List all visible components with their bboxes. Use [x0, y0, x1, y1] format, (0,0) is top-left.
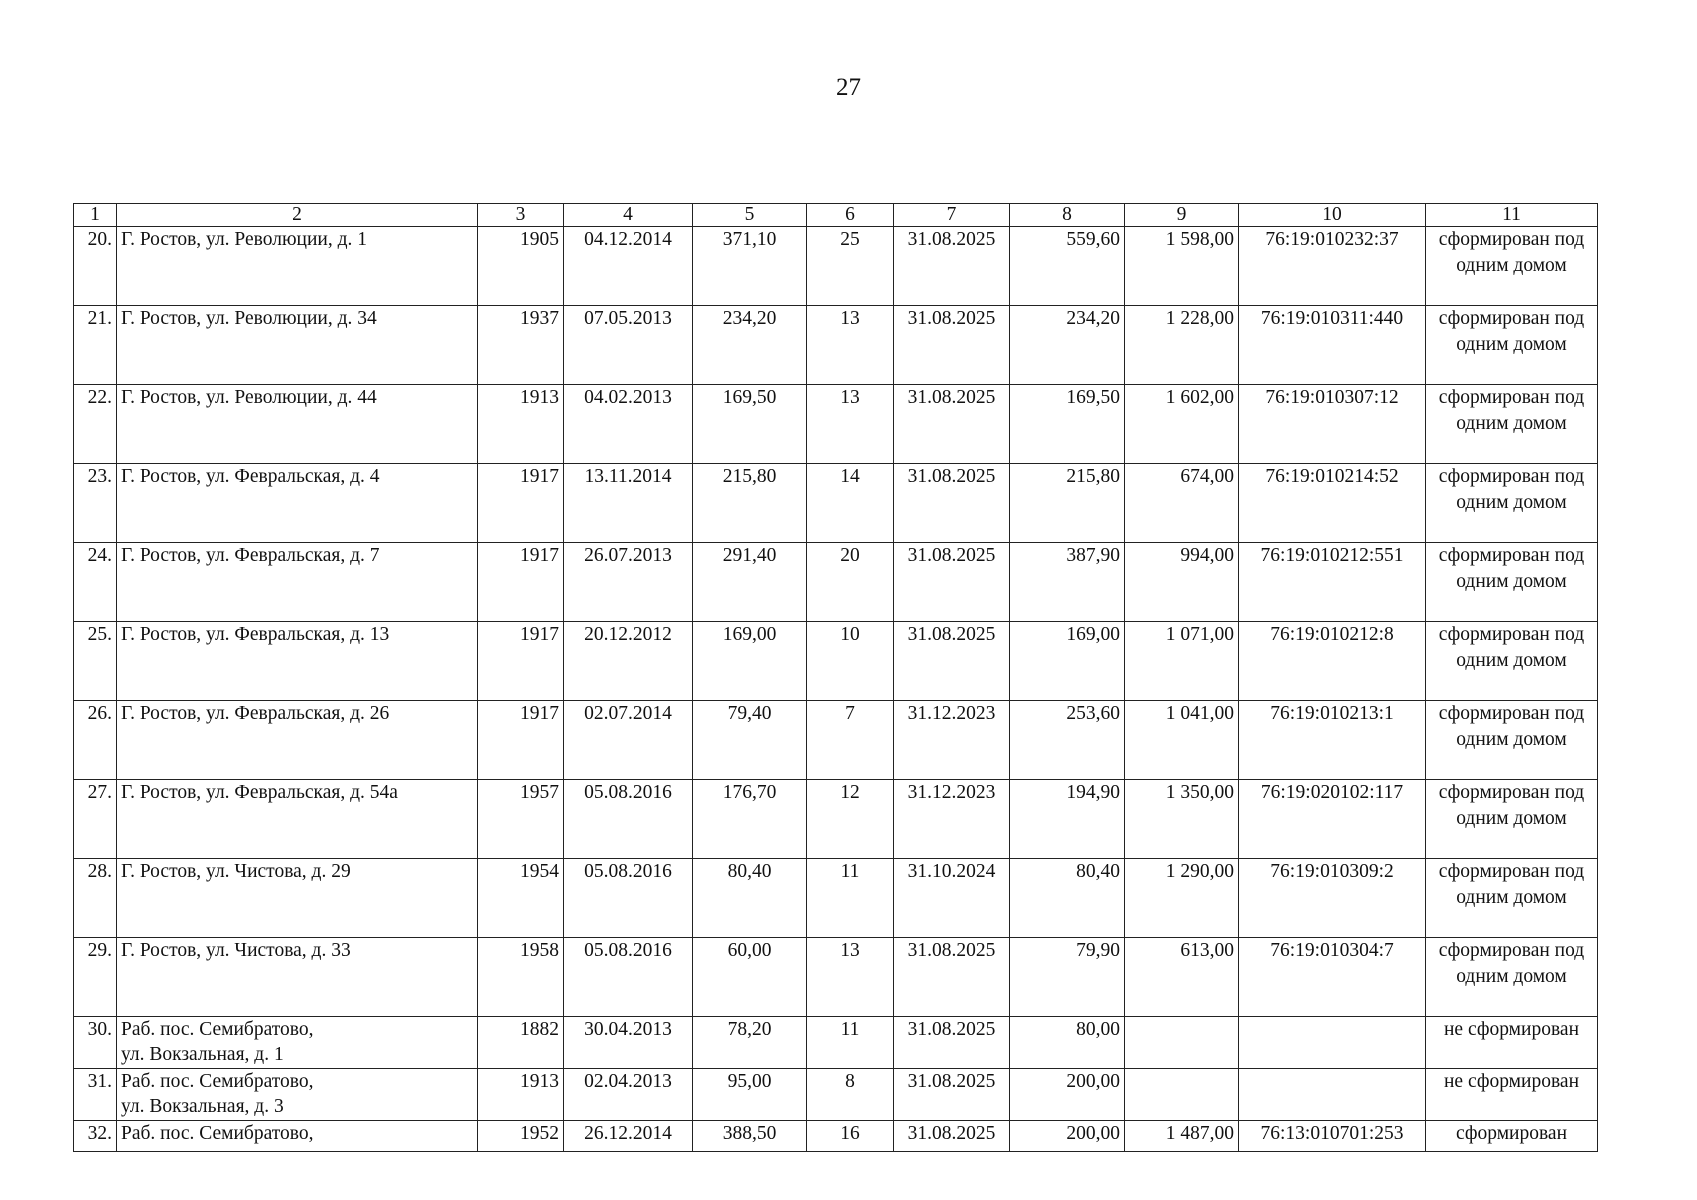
cadastral-number-cell: 76:19:010304:7	[1239, 938, 1426, 1017]
address-cell: Г. Ростов, ул. Февральская, д. 54а	[117, 780, 478, 859]
year-built-cell: 1917	[478, 464, 564, 543]
area-total-cell: 194,90	[1010, 780, 1125, 859]
land-area-cell: 1 041,00	[1125, 701, 1239, 780]
residents-cell: 13	[807, 306, 894, 385]
cadastral-number-cell: 76:19:010212:8	[1239, 622, 1426, 701]
land-status-cell: не сформирован	[1426, 1069, 1598, 1121]
area-cell: 388,50	[693, 1121, 807, 1152]
table-row	[74, 701, 1598, 780]
land-status-cell: сформирован под одним домом	[1426, 306, 1598, 385]
date-cell: 04.12.2014	[564, 227, 693, 306]
column-number: 3	[478, 204, 564, 227]
land-status-cell: сформирован под одним домом	[1426, 622, 1598, 701]
table-row	[74, 306, 1598, 385]
date-cell: 05.08.2016	[564, 859, 693, 938]
row-number: 28.	[74, 859, 117, 938]
address-cell: Г. Ростов, ул. Чистова, д. 29	[117, 859, 478, 938]
row-number: 20.	[74, 227, 117, 306]
housing-registry-table	[73, 203, 1598, 1152]
deadline-cell: 31.08.2025	[894, 1121, 1010, 1152]
column-number: 6	[807, 204, 894, 227]
area-cell: 95,00	[693, 1069, 807, 1121]
area-total-cell: 169,50	[1010, 385, 1125, 464]
year-built-cell: 1905	[478, 227, 564, 306]
residents-cell: 25	[807, 227, 894, 306]
year-built-cell: 1952	[478, 1121, 564, 1152]
area-cell: 371,10	[693, 227, 807, 306]
residents-cell: 13	[807, 385, 894, 464]
land-area-cell: 613,00	[1125, 938, 1239, 1017]
area-cell: 60,00	[693, 938, 807, 1017]
column-number: 1	[74, 204, 117, 227]
cadastral-number-cell: 76:19:010213:1	[1239, 701, 1426, 780]
address-cell: Г. Ростов, ул. Революции, д. 44	[117, 385, 478, 464]
address-cell: Г. Ростов, ул. Революции, д. 1	[117, 227, 478, 306]
area-total-cell: 80,40	[1010, 859, 1125, 938]
address-cell: Г. Ростов, ул. Февральская, д. 26	[117, 701, 478, 780]
residents-cell: 11	[807, 1017, 894, 1069]
year-built-cell: 1913	[478, 385, 564, 464]
address-cell: Г. Ростов, ул. Февральская, д. 7	[117, 543, 478, 622]
area-total-cell: 79,90	[1010, 938, 1125, 1017]
land-status-cell: не сформирован	[1426, 1017, 1598, 1069]
column-number: 2	[117, 204, 478, 227]
land-area-cell: 1 290,00	[1125, 859, 1239, 938]
area-cell: 215,80	[693, 464, 807, 543]
residents-cell: 14	[807, 464, 894, 543]
cadastral-number-cell: 76:19:010232:37	[1239, 227, 1426, 306]
date-cell: 05.08.2016	[564, 938, 693, 1017]
column-number: 11	[1426, 204, 1598, 227]
table-row	[74, 938, 1598, 1017]
land-area-cell: 994,00	[1125, 543, 1239, 622]
cadastral-number-cell	[1239, 1069, 1426, 1121]
row-number: 26.	[74, 701, 117, 780]
land-area-cell: 1 602,00	[1125, 385, 1239, 464]
deadline-cell: 31.08.2025	[894, 938, 1010, 1017]
date-cell: 26.12.2014	[564, 1121, 693, 1152]
area-cell: 79,40	[693, 701, 807, 780]
table-row	[74, 1069, 1598, 1121]
area-total-cell: 234,20	[1010, 306, 1125, 385]
table-row	[74, 780, 1598, 859]
land-area-cell	[1125, 1069, 1239, 1121]
area-total-cell: 200,00	[1010, 1069, 1125, 1121]
area-total-cell: 559,60	[1010, 227, 1125, 306]
column-number: 4	[564, 204, 693, 227]
row-number: 30.	[74, 1017, 117, 1069]
cadastral-number-cell: 76:19:010307:12	[1239, 385, 1426, 464]
year-built-cell: 1957	[478, 780, 564, 859]
residents-cell: 10	[807, 622, 894, 701]
deadline-cell: 31.08.2025	[894, 385, 1010, 464]
deadline-cell: 31.12.2023	[894, 701, 1010, 780]
year-built-cell: 1917	[478, 701, 564, 780]
deadline-cell: 31.08.2025	[894, 464, 1010, 543]
date-cell: 20.12.2012	[564, 622, 693, 701]
date-cell: 05.08.2016	[564, 780, 693, 859]
year-built-cell: 1937	[478, 306, 564, 385]
land-status-cell: сформирован под одним домом	[1426, 859, 1598, 938]
column-number: 7	[894, 204, 1010, 227]
address-cell: Раб. пос. Семибратово, ул. Вокзальная, д. 1	[117, 1017, 478, 1069]
land-status-cell: сформирован под одним домом	[1426, 464, 1598, 543]
area-cell: 80,40	[693, 859, 807, 938]
table-row	[74, 1017, 1598, 1069]
deadline-cell: 31.12.2023	[894, 780, 1010, 859]
row-number: 25.	[74, 622, 117, 701]
residents-cell: 7	[807, 701, 894, 780]
address-cell: Г. Ростов, ул. Февральская, д. 4	[117, 464, 478, 543]
cadastral-number-cell: 76:19:010309:2	[1239, 859, 1426, 938]
area-cell: 176,70	[693, 780, 807, 859]
residents-cell: 20	[807, 543, 894, 622]
date-cell: 13.11.2014	[564, 464, 693, 543]
table-row	[74, 1121, 1598, 1152]
land-status-cell: сформирован	[1426, 1121, 1598, 1152]
land-status-cell: сформирован под одним домом	[1426, 385, 1598, 464]
column-number: 5	[693, 204, 807, 227]
area-cell: 234,20	[693, 306, 807, 385]
residents-cell: 8	[807, 1069, 894, 1121]
land-area-cell: 1 598,00	[1125, 227, 1239, 306]
land-area-cell: 1 350,00	[1125, 780, 1239, 859]
column-number: 8	[1010, 204, 1125, 227]
address-cell: Раб. пос. Семибратово, ул. Вокзальная, д. 3	[117, 1069, 478, 1121]
year-built-cell: 1954	[478, 859, 564, 938]
table-row	[74, 859, 1598, 938]
area-total-cell: 200,00	[1010, 1121, 1125, 1152]
date-cell: 02.04.2013	[564, 1069, 693, 1121]
address-cell: Г. Ростов, ул. Революции, д. 34	[117, 306, 478, 385]
cadastral-number-cell: 76:19:010311:440	[1239, 306, 1426, 385]
date-cell: 30.04.2013	[564, 1017, 693, 1069]
cadastral-number-cell: 76:13:010701:253	[1239, 1121, 1426, 1152]
land-status-cell: сформирован под одним домом	[1426, 701, 1598, 780]
residents-cell: 16	[807, 1121, 894, 1152]
column-number: 10	[1239, 204, 1426, 227]
row-number: 21.	[74, 306, 117, 385]
row-number: 29.	[74, 938, 117, 1017]
row-number: 32.	[74, 1121, 117, 1152]
column-number: 9	[1125, 204, 1239, 227]
deadline-cell: 31.08.2025	[894, 543, 1010, 622]
year-built-cell: 1913	[478, 1069, 564, 1121]
deadline-cell: 31.08.2025	[894, 227, 1010, 306]
table-body	[74, 204, 1598, 1152]
date-cell: 26.07.2013	[564, 543, 693, 622]
column-number-row	[74, 204, 1598, 227]
area-total-cell: 253,60	[1010, 701, 1125, 780]
date-cell: 02.07.2014	[564, 701, 693, 780]
land-area-cell: 1 487,00	[1125, 1121, 1239, 1152]
row-number: 24.	[74, 543, 117, 622]
land-area-cell: 1 071,00	[1125, 622, 1239, 701]
cadastral-number-cell: 76:19:020102:117	[1239, 780, 1426, 859]
land-area-cell	[1125, 1017, 1239, 1069]
table-row	[74, 464, 1598, 543]
deadline-cell: 31.08.2025	[894, 1017, 1010, 1069]
page-number: 27	[836, 74, 861, 101]
cadastral-number-cell: 76:19:010214:52	[1239, 464, 1426, 543]
row-number: 22.	[74, 385, 117, 464]
table-row	[74, 227, 1598, 306]
land-status-cell: сформирован под одним домом	[1426, 227, 1598, 306]
area-total-cell: 169,00	[1010, 622, 1125, 701]
land-status-cell: сформирован под одним домом	[1426, 938, 1598, 1017]
deadline-cell: 31.08.2025	[894, 306, 1010, 385]
area-total-cell: 215,80	[1010, 464, 1125, 543]
area-cell: 169,00	[693, 622, 807, 701]
residents-cell: 12	[807, 780, 894, 859]
table-row	[74, 622, 1598, 701]
deadline-cell: 31.10.2024	[894, 859, 1010, 938]
address-cell: Г. Ростов, ул. Чистова, д. 33	[117, 938, 478, 1017]
address-cell: Г. Ростов, ул. Февральская, д. 13	[117, 622, 478, 701]
land-status-cell: сформирован под одним домом	[1426, 780, 1598, 859]
area-total-cell: 80,00	[1010, 1017, 1125, 1069]
residents-cell: 13	[807, 938, 894, 1017]
land-area-cell: 1 228,00	[1125, 306, 1239, 385]
row-number: 31.	[74, 1069, 117, 1121]
residents-cell: 11	[807, 859, 894, 938]
year-built-cell: 1917	[478, 543, 564, 622]
date-cell: 04.02.2013	[564, 385, 693, 464]
table-row	[74, 385, 1598, 464]
year-built-cell: 1917	[478, 622, 564, 701]
cadastral-number-cell: 76:19:010212:551	[1239, 543, 1426, 622]
table-row	[74, 543, 1598, 622]
date-cell: 07.05.2013	[564, 306, 693, 385]
deadline-cell: 31.08.2025	[894, 622, 1010, 701]
cadastral-number-cell	[1239, 1017, 1426, 1069]
row-number: 23.	[74, 464, 117, 543]
year-built-cell: 1958	[478, 938, 564, 1017]
address-cell: Раб. пос. Семибратово,	[117, 1121, 478, 1152]
area-cell: 291,40	[693, 543, 807, 622]
area-cell: 78,20	[693, 1017, 807, 1069]
land-area-cell: 674,00	[1125, 464, 1239, 543]
year-built-cell: 1882	[478, 1017, 564, 1069]
deadline-cell: 31.08.2025	[894, 1069, 1010, 1121]
land-status-cell: сформирован под одним домом	[1426, 543, 1598, 622]
area-total-cell: 387,90	[1010, 543, 1125, 622]
area-cell: 169,50	[693, 385, 807, 464]
row-number: 27.	[74, 780, 117, 859]
